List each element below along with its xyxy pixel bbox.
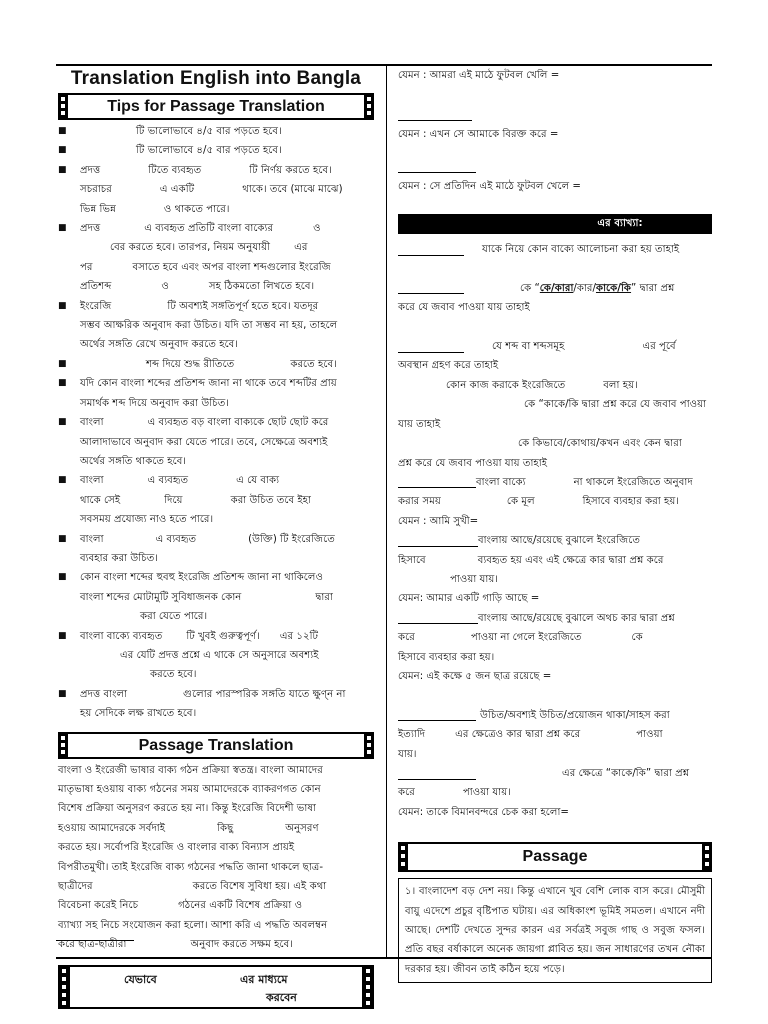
- passage-banner: [398, 842, 712, 872]
- example-2: যেমন : এখন সে আমাকে বিরক্ত করে =: [398, 128, 559, 140]
- list-item: ■ বাংলা বাক্যে ব্যবহৃত টি খুবই গুরুত্বপূর্ণ। এর ১২টি এর যেটি প্রদত্ত প্রশ্নে এ থাকে সে অনুসারে অবশ্যই করতে হবে।: [58, 627, 374, 685]
- right-column: [398, 66, 712, 983]
- square-bullet-icon: ■: [58, 223, 67, 234]
- banner-cap-icon: [58, 732, 68, 759]
- list-item: ■ টি ভালোভাবে ৪/৫ বার পড়তে হবে।: [58, 141, 374, 160]
- list-item: ■ বাংলা এ ব্যবহৃত বড় বাংলা বাক্যকে ছোট ছোট করে আলাদাভাবে অনুবাদ করা যেতে পারে। তবে, সেক্ষেত্রে অবশ্যই অর্থের সঙ্গতি থাকতে হবে।: [58, 413, 374, 471]
- passage-translation-label: Passage Translation: [138, 736, 294, 754]
- square-bullet-icon: ■: [58, 300, 67, 311]
- square-bullet-icon: ■: [58, 126, 67, 136]
- square-bullet-icon: ■: [58, 145, 67, 156]
- square-bullet-icon: ■: [58, 688, 67, 699]
- answer-blank: [398, 108, 472, 121]
- banner-cap-icon: [398, 842, 408, 872]
- tips-banner-label: Tips for Passage Translation: [107, 98, 325, 115]
- tips-list: [58, 122, 374, 724]
- passage-text-box: [398, 878, 712, 983]
- banner-cap-icon: [702, 842, 712, 872]
- passage-translation-banner: [58, 732, 374, 759]
- column-divider: [386, 66, 387, 957]
- tips-banner: [58, 93, 374, 120]
- method-box: [58, 965, 374, 1009]
- list-item: ■ প্রদত্ত বাংলা গুলোর পারস্পরিক সঙ্গতি যাতে ক্ষুণ্ন না হয় সেদিকে লক্ষ রাখতে হবে।: [58, 685, 374, 724]
- method-box-text-b: এর মাধ্যমে: [240, 972, 288, 986]
- method-box-text-c: করবেন: [266, 990, 297, 1004]
- banner-cap-icon: [364, 732, 374, 759]
- list-item: ■ শব্দ দিয়ে শুদ্ধ রীতিতে করতে হবে।: [58, 355, 374, 374]
- square-bullet-icon: ■: [58, 475, 67, 486]
- passage-label: Passage: [522, 848, 588, 866]
- list-item: ■ বাংলা এ ব্যবহৃত (উক্তি) টি ইংরেজিতে ব্যবহার করা উচিত।: [58, 530, 374, 569]
- list-item: ■ প্রদত্ত টিতে ব্যবহৃত টি নির্ণয় করতে হবে। সচরাচর এ একটি থাকে। তবে (মাঝে মাঝে) ভিন্ন ভিন্ন ও থাকতে পারে।: [58, 161, 374, 219]
- list-item: ■ প্রদত্ত এ ব্যবহৃত প্রতিটি বাংলা বাক্যের ও বের করতে হবে। তারপর, নিয়ম অনুযায়ী এর পর বসাতে হবে এবং অপর বাংলা শব্দগুলোর ইংরেজি প্রতিশব্দ ও সহ ঠিকমতো লিখতে হবে।: [58, 219, 374, 297]
- square-bullet-icon: ■: [58, 572, 67, 583]
- square-bullet-icon: ■: [58, 417, 67, 428]
- method-box-text-a: যেভাবে: [124, 972, 157, 986]
- square-bullet-icon: ■: [58, 378, 67, 389]
- list-item: ■ কোন বাংলা শব্দের হুবহু ইংরেজি প্রতিশব্দ জানা না থাকিলেও বাংলা শব্দের মোটামুটি সুবিধাজনক কোন দ্বারা করা যেতে পারে।: [58, 568, 374, 626]
- passage-intro-paragraph: বাংলা ও ইংরেজী ভাষার বাক্য গঠন প্রক্রিয়া স্বতন্ত্র। বাংলা আমাদের মাতৃভাষা হওয়ায় বাক্য গঠনের সময় আমাদেরকে ব্যাকরণগত কোন বিশেষ প্রক্রিয়া অনুসরণ করতে হয় না। কিন্তু ইংরেজি বিদেশী ভাষা হওয়ায় আমাদেরকে সর্বদাই কিছু অনুসরণ করতে হয়। সর্বোপরি ইংরেজি ও বাংলার বাক্য বিন্যাস প্রায়ই বিপরীতমুখী। তাই ইংরেজি বাক্য গঠনের পদ্ধতি জানা থাকলে ছাত্র- ছাত্রীদের করতে বিশেষ সুবিধা হয়। এই কথা বিবেচনা করেই নিচে গঠনের একটি বিশেষ প্রক্রিয়া ও ব্যাখ্যা সহ নিচে সংযোজন করা হলো। আশা করি এ পদ্ধতি অবলম্বন করে ছাত্র-ছাত্রীরা অনুবাদ করতে সক্ষম হবে।: [58, 764, 328, 951]
- square-bullet-icon: ■: [58, 630, 67, 641]
- left-column: [58, 66, 374, 1009]
- square-bullet-icon: ■: [58, 358, 67, 369]
- answer-blank: [398, 160, 476, 173]
- explanation-text: যাকে নিয়ে কোন বাক্যে আলোচনা করা হয় তাহাই কে “কে/কারা/কার/কাকে/কি” দ্বারা প্রশ্ন করে যে জবাব পাওয়া যায় তাহাই যে শব্দ বা শব্দসমূহ এর পূর্বে অবস্থান গ্রহণ করে তাহাই কোন কাজ করাকে ইংরেজিতে বলা হয়। কে “কাকে/কি দ্বারা প্রশ্ন করে যে জবাব পাওয়া যায় তাহাই কে কিভাবে/কোথায়/কখন এবং কেন দ্বারা প্রশ্ন করে যে জবাব পাওয়া যায় তাহাই বাংলা বাক্যে না থাকলে ইংরেজিতে অনুবাদ করার সময় কে মূল হিসাবে ব্যবহার করা হয়। যেমন : আমি সুখী= বাংলায় আছে/রয়েছে বুঝালে ইংরেজিতে হিসাবে ব্যবহৃত হয় এবং এই ক্ষেত্রে কার দ্বারা প্রশ্ন করে পাওয়া যায়। যেমন: আমার একটি গাড়ি আছে = বাংলায় আছে/রয়েছে বুঝালে অথচ কার দ্বারা প্রশ্ন করে পাওয়া না গেলে ইংরেজিতে কে হিসাবে ব্যবহার করা হয়। যেমন: এই কক্ষে ৫ জন ছাত্র রয়েছে = উচিত/অবশ্যই উচিত/প্রয়োজন থাকা/সাহস করা ইত্যাদি এর ক্ষেত্রেও কার দ্বারা প্রশ্ন করে পাওয়া যায়। এর ক্ষেত্রে “কাকে/কি” দ্বারা প্রশ্ন করে পাওয়া যায়। যেমন: তাকে বিমানবন্দরে চেক করা হলো=: [398, 244, 707, 818]
- example-1: যেমন : আমরা এই মাঠে ফুটবল খেলি =: [398, 70, 560, 81]
- banner-cap-icon: [58, 93, 68, 120]
- explanation-band: এর ব্যাখ্যা:: [398, 214, 712, 234]
- square-bullet-icon: ■: [58, 164, 67, 175]
- list-item: ■ ইংরেজি টি অবশ্যই সঙ্গতিপূর্ণ হতে হবে। যতদূর সম্ভব আক্ষরিক অনুবাদ করা উচিত। যদি তা সম্ভব না হয়, তাহলে অর্থের সঙ্গতি রেখে অনুবাদ করতে হবে।: [58, 297, 374, 355]
- list-item: ■ যদি কোন বাংলা শব্দের প্রতিশব্দ জানা না থাকে তবে শব্দটির প্রায় সমার্থক শব্দ দিয়ে অনুবাদ করা উচিত।: [58, 374, 374, 413]
- list-item: ■ টি ভালোভাবে ৪/৫ বার পড়তে হবে।: [58, 122, 374, 141]
- list-item: ■ বাংলা এ ব্যবহৃত এ যে বাক্য থাকে সেই দিয়ে করা উচিত তবে ইহা সবসময় প্রযোজ্য নাও হতে পারে।: [58, 471, 374, 529]
- page-title: Translation English into Bangla: [70, 68, 362, 89]
- box-cap-icon: [362, 965, 374, 1009]
- box-cap-icon: [58, 965, 70, 1009]
- example-3: যেমন : সে প্রতিদিন এই মাঠে ফুটবল খেলে =: [398, 180, 581, 192]
- square-bullet-icon: ■: [58, 533, 67, 544]
- passage-text: ১। বাংলাদেশ বড় দেশ নয়। কিন্তু এখানে খুব বেশি লোক বাস করে। মৌসুমী বায়ু এদেশে প্রচুর বৃষ্টিপাত ঘটায়। এর অধিকাংশ ভূমিই সমতল। এখানে নদী আছে। দেশটি দেখতে সুন্দর কারন এর সর্বত্রই সবুজ গাছ ও সবুজ ফসল। প্রতি বছর বর্ষাকালে অনেক জায়গা প্লাবিত হয়। জন সাধারণের তখন নৌকা দরকার হয়। জীবন তাই কঠিন হয়ে পড়ে।: [405, 886, 705, 975]
- banner-cap-icon: [364, 93, 374, 120]
